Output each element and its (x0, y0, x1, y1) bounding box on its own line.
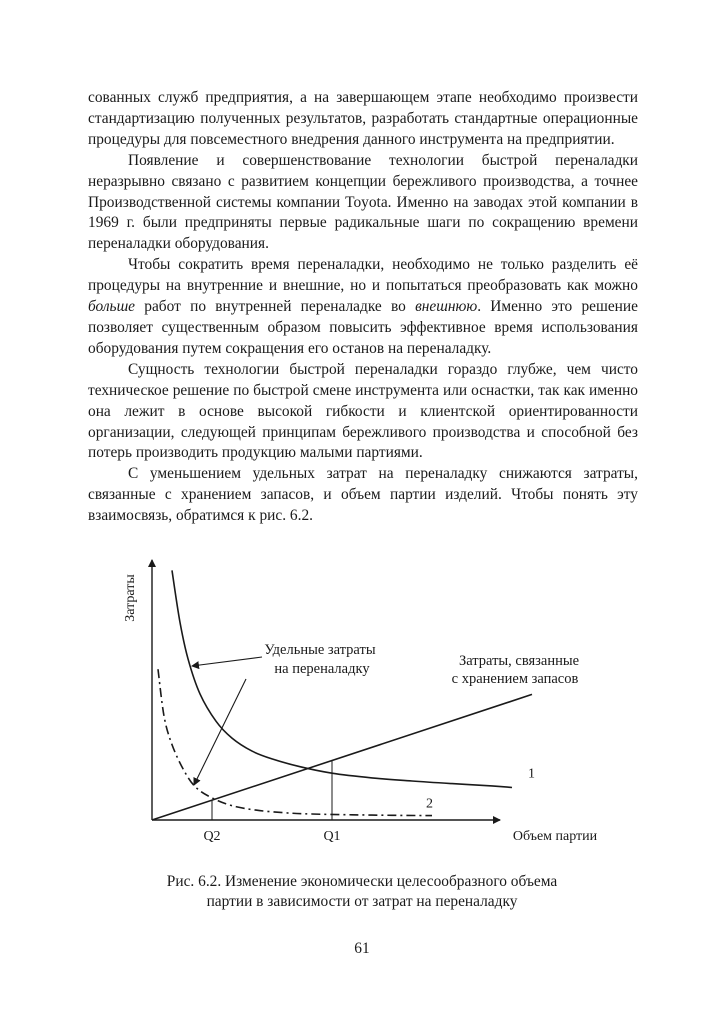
figure-caption-line-1: Рис. 6.2. Изменение экономически целесообразного объема (166, 873, 558, 890)
paragraph-2: Появление и совершенствование технологии быстрой переналадки неразрывно связано с развитием концепции бережливого производства, а точнее Производственной системы компании Toyota. Именно на заводах этой компании в 1969 г. были предприняты первые радикальные шаги по сокращению времени переналадки оборудования. (88, 151, 638, 253)
figure-caption (100, 872, 624, 912)
setup-cost-label-line-1: Удельные затраты (264, 642, 376, 658)
setup-cost-pointer-to-curve-2 (194, 679, 246, 785)
paragraph-3-part-c: . Именно это решение позволяет существенным образом повысить эффективное время использования оборудования путем сокращения его останов на переналадку. (88, 298, 638, 357)
curve-2-label: 2 (426, 796, 433, 812)
paragraph-5: С уменьшением удельных затрат на переналадку снижаются затраты, связанные с хранением запасов, и объем партии изделий. Чтобы понять эту взаимосвязь, обратимся к рис. 6.2. (88, 465, 638, 525)
emphasis-vneshnyuyu: внешнюю (415, 298, 478, 316)
y-axis-label: Затраты (123, 574, 138, 622)
setup-cost-pointer-to-curve-1 (192, 657, 262, 666)
marker-label-q2: Q2 (203, 829, 221, 844)
line-storage-cost (152, 694, 532, 820)
emphasis-bolshe: больше (88, 298, 136, 316)
curve-1-label: 1 (528, 766, 535, 782)
x-axis-label: Объем партии (512, 829, 598, 844)
storage-cost-label-line-2: с хранением запасов (451, 671, 579, 687)
paragraph-4: Сущность технологии быстрой переналадки гораздо глубже, чем чисто техническое решение по быстрой смене инструмента или оснастки, так как именно она лежит в основе высокой гибкости и клиентской ориентированности организации, следующей принципам бережливого производства и способной без потерь производить продукцию малыми партиями. (88, 360, 638, 462)
storage-cost-label-line-1: Затраты, связанные (458, 653, 580, 669)
paragraph-3-part-b: работ по внутренней переналадке во (135, 298, 416, 316)
paragraph-3-part-a: Чтобы сократить время переналадки, необходимо не только разделить её процедуры на внутренние и внешние, но и попытаться преобразовать как можно (88, 256, 638, 295)
setup-cost-label-line-2: на переналадку (274, 661, 370, 677)
marker-label-q1: Q1 (323, 829, 341, 844)
figure-caption-line-2: партии в зависимости от затрат на переналадку (206, 893, 518, 910)
page-number: 61 (354, 940, 370, 957)
paragraph-1: сованных служб предприятия, а на завершающем этапе необходимо произвести стандартизацию полученных результатов, разработать стандартные операционные процедуры для повсеместного внедрения данного инструмента на предприятии. (88, 89, 638, 148)
